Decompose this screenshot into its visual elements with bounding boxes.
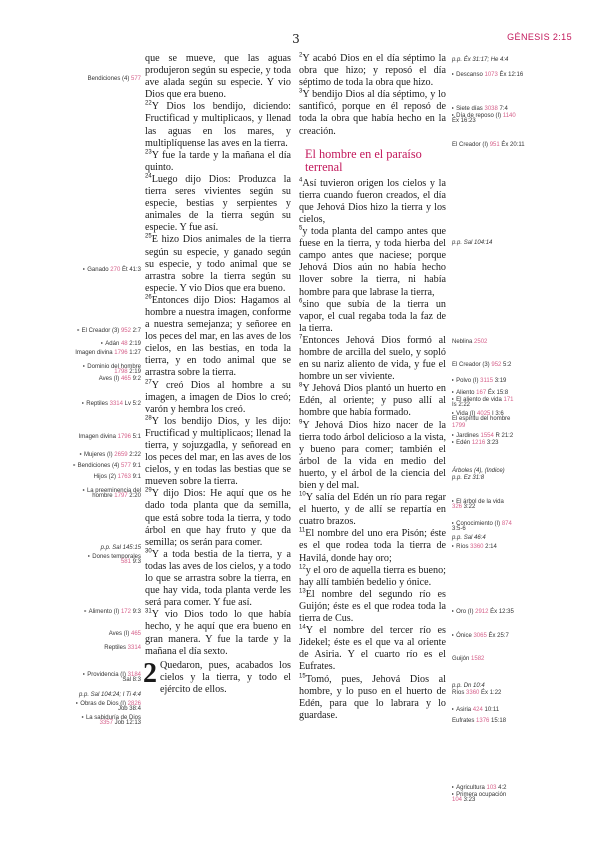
verse-text: E hizo Dios animales de la tierra según su especie, y ganado según su especie, y todo animal que se arrastra sobre la tierra según su especie. Y vio Dios que era bueno. (145, 234, 291, 294)
note-text: 1216 (471, 440, 486, 446)
note-text: 9:2 (130, 376, 141, 382)
note-text: 581 (120, 559, 131, 565)
verse-text: y toda planta del campo antes que fuese en la tierra, y toda hierba del campo antes que naciese; porque Jehová Dios aún no había hecho llover sobre la tierra, ni había hombre para que labrase la tierra, (299, 226, 446, 298)
cross-reference-note (77, 326, 141, 335)
note-text: 3:19 (493, 378, 507, 384)
note-text: El Creador (I) (452, 142, 490, 148)
note-text: Ët 41:3 (120, 267, 141, 273)
verse-number: 6 (299, 298, 303, 305)
note-text: Hijos (2) (93, 474, 118, 480)
triangle-marker-icon: ▸ (452, 439, 456, 444)
cross-reference-note (452, 438, 499, 447)
cross-reference-note (88, 76, 141, 83)
note-text: Is 2:22 (452, 402, 471, 408)
cross-reference-note (101, 339, 141, 348)
verse-text: Y a toda bestia de la tierra, y a todas las aves de los cielos, y a todo lo que se arrastra sobre la tierra, en que hay vida, toda planta verde les será para comer. Y fue así. (145, 548, 291, 609)
verse (145, 150, 291, 174)
note-text: Aves (I) (98, 376, 121, 382)
triangle-marker-icon: ▸ (452, 105, 456, 110)
verse-number: 23 (145, 149, 152, 156)
cross-reference-note (452, 542, 497, 551)
verse-list (145, 53, 291, 658)
verse (299, 226, 446, 299)
note-text: Sal 8:3 (122, 677, 141, 683)
note-text: 424 (472, 707, 483, 713)
verse-number: 11 (299, 528, 306, 534)
triangle-marker-icon: ▸ (83, 363, 87, 368)
triangle-marker-icon: ▸ (76, 700, 80, 705)
note-text: Ríos (452, 690, 467, 696)
verse-number: 30 (145, 548, 152, 555)
note-text: Reptiles (104, 645, 128, 651)
note-text: Reptiles (86, 401, 110, 407)
verse (299, 674, 446, 722)
triangle-marker-icon: ▸ (452, 706, 456, 711)
note-text: 2:20 (127, 493, 141, 499)
note-text: Alimento (I) (88, 609, 121, 615)
chapter-opening-text: Quedaron, pues, acabados los cielos y la tierra, y todo el ejército de ellos. (160, 659, 291, 695)
verse-text: Y fue la tarde y la mañana el día quinto. (145, 149, 291, 173)
cross-reference-note (452, 142, 525, 149)
verse-text: sino que subía de la tierra un vapor, el cual regaba toda la faz de la tierra. (299, 298, 446, 334)
note-text: p.p. (452, 475, 464, 481)
cross-reference-note (99, 376, 141, 383)
note-text: 951 (489, 142, 500, 148)
note-text: 2:7 (130, 328, 141, 334)
note-text: Polvo (I) (456, 378, 481, 384)
note-text: 3357 (99, 720, 113, 726)
verse-number: 26 (145, 294, 152, 301)
note-text: 4025 (477, 411, 491, 417)
verse-number: 29 (145, 488, 152, 494)
cross-reference-note (82, 399, 141, 408)
triangle-marker-icon: ▸ (79, 451, 83, 456)
cross-reference-note (104, 645, 141, 652)
cross-reference-note (452, 475, 484, 482)
note-text: 171 (503, 397, 514, 403)
note-text: Providencia (I) (87, 672, 128, 678)
text-column-right (299, 53, 446, 722)
note-text: 9:3 (130, 609, 141, 615)
note-text: El Creador (3) (452, 362, 492, 368)
verse-text: Y acabó Dios en el día séptimo la obra que hizo; y reposó el día séptimo de toda la obra que hizo. (299, 53, 446, 89)
verse-number: 4 (299, 177, 303, 184)
note-text: p.p. (452, 57, 464, 63)
chapter-opening (143, 657, 291, 696)
verse-text: Así tuvieron origen los cielos y la tierra cuando fueron creados, el día que Jehová Dios hizo la tierra y los cielos, (299, 177, 446, 225)
verse-text: Y el nombre del tercer río es Jidekel; éste es el que va al oriente de Asiria. Y el cuarto río es el Eufrates. (299, 625, 446, 673)
note-text: 2:14 (483, 544, 497, 550)
cross-reference-note (452, 705, 499, 714)
note-text: 2826 (127, 701, 141, 707)
note-text: Bendiciones (4) (77, 463, 121, 469)
cross-reference-note (452, 607, 514, 616)
note-text: Job 38:4 (117, 706, 141, 712)
cross-reference-note (452, 362, 511, 369)
note-text: Ónice (456, 633, 474, 639)
verse (299, 299, 446, 335)
note-text: 2502 (474, 339, 488, 345)
verse-text: Luego dijo Dios: Produzca la tierra seres vivientes según su especie, bestias y serpientes y animales de la tierra según su especie. Y fue así. (145, 173, 291, 234)
note-text: Job 12:13 (112, 720, 141, 726)
note-text: 952 (491, 362, 502, 368)
note-text: Ez 31:8 (463, 475, 485, 481)
verse (145, 234, 291, 294)
triangle-marker-icon: ▸ (452, 112, 456, 117)
triangle-marker-icon: ▸ (77, 327, 81, 332)
note-text: 577 (130, 76, 141, 82)
cross-reference-note (73, 461, 141, 470)
note-text: 1797 (114, 493, 128, 499)
verse-number: 25 (145, 234, 152, 241)
note-text: Aves (I) (108, 631, 131, 637)
note-text: 3065 (473, 633, 487, 639)
verse-text: Y salía del Edén un río para regar el huerto, y de allí se repartía en cuatro brazos. (299, 492, 446, 528)
page-number: 3 (292, 32, 300, 46)
note-text: Descanso (456, 72, 485, 78)
verse-number: 7 (299, 334, 303, 341)
triangle-marker-icon: ▸ (82, 400, 86, 405)
note-text: Dones temporales (92, 554, 141, 560)
note-text: Sal 46:4 (463, 535, 486, 541)
note-text: 3184 (127, 672, 141, 678)
note-text: Éx 1:22 (479, 690, 502, 696)
note-text: Dn 10:4 (463, 683, 485, 689)
note-text: 577 (120, 463, 131, 469)
note-text: 5:2 (501, 362, 512, 368)
note-text: p.p. (452, 683, 464, 689)
cross-reference-note (452, 423, 465, 430)
cross-reference-note (92, 493, 141, 500)
note-text: 1140 (502, 113, 516, 119)
verse-number: 10 (299, 491, 306, 498)
note-text: 465 (120, 376, 131, 382)
note-text: 4:2 (496, 785, 507, 791)
verse-number: 27 (145, 379, 152, 386)
cross-reference-note (452, 526, 466, 533)
cross-reference-note (452, 690, 501, 697)
cross-reference-note (85, 607, 142, 616)
verse (299, 178, 446, 226)
note-text: El árbol de la vida (456, 499, 504, 505)
triangle-marker-icon: ▸ (88, 553, 92, 558)
note-text: Conocimiento (I) (456, 521, 502, 527)
cross-reference-note (109, 631, 141, 638)
verse (145, 380, 291, 416)
note-text: 2:19 (127, 369, 141, 375)
note-text: 104 (452, 797, 463, 803)
verse (299, 589, 446, 625)
triangle-marker-icon: ▸ (452, 396, 456, 401)
triangle-marker-icon: ▸ (452, 410, 456, 415)
note-text: Guijón (452, 656, 472, 662)
note-text: Árboles (4), (Indice) (452, 468, 505, 474)
verse-text: Y dijo Dios: He aquí que os he dado toda planta que da semilla, que está sobre toda la tierra, y todo árbol en que hay fruto y que da semilla; os serán para comer. (145, 488, 291, 548)
note-text: 2:22 (127, 452, 141, 458)
note-text: 9:1 (130, 474, 141, 480)
verse-text: Y los bendijo Dios, y les dijo: Fructificad y multiplicaos; llenad la tierra, y sojuzgadla, y señoread en los peces del mar, en las aves de los cielos, y en todas las bestias que se mueven sobre la tierra. (145, 415, 291, 488)
note-text: Éx 20:11 (499, 142, 525, 148)
note-text: 1796 (114, 350, 128, 356)
verse (299, 335, 446, 383)
note-text: 7:4 (497, 106, 508, 112)
verse-text: Y bendijo Dios al día séptimo, y lo santificó, porque en él reposó de toda la obra que había hecho en la creación. (299, 89, 446, 137)
note-text: 3360 (470, 544, 484, 550)
verse-text: El nombre del segundo río es Guijón; éste es el que rodea toda la tierra de Cus. (299, 588, 446, 625)
cross-reference-note (452, 339, 487, 346)
verse-text: El nombre del uno era Pisón; éste es el que rodea toda la tierra de Havilá, donde hay oro; (299, 528, 446, 564)
note-text: 167 (476, 390, 487, 396)
note-text: Eufrates (452, 718, 477, 724)
note-text: 172 (120, 609, 131, 615)
note-text: 1763 (117, 474, 131, 480)
triangle-marker-icon: ▸ (452, 791, 456, 796)
cross-reference-note (452, 376, 506, 385)
triangle-marker-icon: ▸ (452, 608, 456, 613)
note-text: Jardines (456, 433, 481, 439)
note-text: Ganado (87, 267, 111, 273)
note-text: 3:23 (462, 797, 476, 803)
note-text: 3115 (480, 378, 494, 384)
note-text: 3038 (484, 106, 498, 112)
cross-reference-note (452, 70, 523, 79)
triangle-marker-icon: ▸ (83, 671, 87, 676)
triangle-marker-icon: ▸ (452, 498, 456, 503)
note-text: Primera ocupación (456, 792, 507, 798)
note-text: 465 (130, 631, 141, 637)
verse-text: Y creó Dios al hombre a su imagen, a imagen de Dios lo creó; varón y hembra los creó. (145, 379, 291, 415)
note-text: 10:11 (482, 707, 500, 713)
verse (299, 492, 446, 528)
cross-reference-note (452, 240, 492, 247)
note-text: Imagen divina (75, 350, 115, 356)
note-text: 3:23 (485, 440, 499, 446)
triangle-marker-icon: ▸ (81, 714, 85, 719)
note-text: Día de reposo (I) (456, 113, 503, 119)
note-text: 326 (452, 504, 463, 510)
verse (145, 295, 291, 380)
verse-text: Entonces Jehová Dios formó al hombre de arcilla del suelo, y sopló en su nariz aliento de vida, y fue el hombre un ser viviente. (299, 334, 446, 383)
triangle-marker-icon: ▸ (101, 340, 105, 345)
triangle-marker-icon: ▸ (73, 462, 77, 467)
note-text: 1798 (114, 369, 128, 375)
note-text: Asiria (456, 707, 473, 713)
triangle-marker-icon: ▸ (452, 389, 456, 394)
cross-reference-note (452, 118, 476, 125)
note-text: 1554 (480, 433, 494, 439)
note-text: Lv 5:2 (122, 401, 141, 407)
triangle-marker-icon: ▸ (452, 632, 456, 637)
triangle-marker-icon: ▸ (452, 784, 456, 789)
cross-reference-note (79, 434, 141, 441)
verse-number: 8 (299, 382, 303, 389)
note-text: Éx 25:7 (486, 633, 509, 639)
verse-number: 15 (299, 673, 306, 680)
verse (299, 528, 446, 564)
verse-text: Y Dios los bendijo, diciendo: Fructificad y multiplicaos, y llenad las aguas en los mares, y multiplíquense las aves en la tierra. (145, 101, 291, 149)
note-text: Agricultura (456, 785, 487, 791)
cross-reference-note (122, 677, 141, 684)
note-text: 2912 (475, 609, 489, 615)
note-text: Mujeres (I) (83, 452, 115, 458)
note-text: 3:5-6 (452, 526, 466, 532)
note-text: Vida (I) (456, 411, 478, 417)
note-text: El Creador (3) (81, 328, 121, 334)
verse (299, 565, 446, 589)
note-text: 2659 (114, 452, 128, 458)
note-text: 270 (110, 267, 121, 273)
verse (145, 609, 291, 657)
note-text: 952 (120, 328, 131, 334)
note-text: Éx 31:17; He 4:4 (463, 57, 509, 63)
verse-number: 5 (299, 225, 303, 232)
note-text: Éx 12:16 (497, 72, 524, 78)
cross-reference-note (452, 57, 508, 64)
note-text: hombre (92, 493, 115, 499)
verse-text: y el oro de aquella tierra es bueno; hay allí también bedelio y ónice. (299, 564, 446, 588)
triangle-marker-icon: ▸ (452, 543, 456, 548)
triangle-marker-icon: ▸ (452, 520, 456, 525)
verse (299, 53, 446, 89)
triangle-marker-icon: ▸ (452, 432, 456, 437)
note-text: I 3:6 (490, 411, 504, 417)
note-text: Éx 12:35 (488, 609, 514, 615)
note-text: 1376 (476, 718, 490, 724)
note-text: Ríos (456, 544, 471, 550)
cross-reference-note (94, 474, 141, 481)
note-text: 103 (486, 785, 497, 791)
note-text: 9:3 (130, 559, 141, 565)
verse-list (299, 178, 446, 722)
note-text: 1796 (117, 434, 131, 440)
triangle-marker-icon: ▸ (452, 377, 456, 382)
note-text: Obras de Dios (I) (80, 701, 128, 707)
note-text: 3314 (109, 401, 123, 407)
verse-number: 31 (145, 608, 152, 615)
running-header-reference: GÉNESIS 2:15 (507, 32, 572, 42)
note-text: Éx 15:8 (486, 390, 509, 396)
note-text: La preeminencia del (86, 488, 141, 494)
triangle-marker-icon: ▸ (452, 71, 456, 76)
note-text: Oro (I) (456, 609, 476, 615)
note-text: R 21:2 (493, 433, 514, 439)
note-text: 874 (501, 521, 512, 527)
chapter-number: 2 (143, 657, 157, 689)
verse-number: 3 (299, 88, 303, 95)
verse-text: Y vio Dios todo lo que había hecho, y he aquí que era bueno en gran manera. Y fue la tarde y la mañana el día sexto. (145, 609, 291, 657)
verse-text: Entonces dijo Dios: Hagamos al hombre a nuestra imagen, conforme a nuestra semejanza; y señoree en los peces del mar, en las aves de los cielos, en las bestias, en toda la tierra, y en todo animal que se arrastra sobre la tierra. (145, 294, 291, 379)
verse (145, 416, 291, 489)
cross-reference-note (75, 350, 141, 357)
note-text: 9:1 (130, 463, 141, 469)
verse (145, 101, 291, 149)
note-text: 3:22 (462, 504, 476, 510)
verse (299, 89, 446, 137)
verse (299, 420, 446, 493)
triangle-marker-icon: ▸ (82, 487, 86, 492)
verse-number: 24 (145, 173, 152, 180)
note-text: 1:27 (127, 350, 141, 356)
note-text: Sal 104:14 (463, 240, 493, 246)
note-text: Aliento (456, 390, 477, 396)
note-text: p.p. (452, 535, 464, 541)
verse-number: 13 (299, 588, 306, 595)
verse (145, 53, 291, 101)
cross-reference-note (100, 720, 141, 727)
verse-number: 22 (145, 101, 152, 107)
note-text: 48 (120, 341, 128, 347)
triangle-marker-icon: ▸ (83, 266, 87, 271)
verse-number: 28 (145, 415, 152, 422)
verse (145, 488, 291, 548)
verse-text: que se mueve, que las aguas produjeron según su especie, y toda ave alada según su especie. Y vio Dios que era bueno. (145, 53, 291, 101)
cross-reference-note (452, 656, 484, 663)
verse-number: 2 (299, 52, 303, 59)
note-text: Imagen divina (78, 434, 118, 440)
section-heading: El hombre en el paraíso terrenal (305, 146, 422, 174)
cross-reference-note (452, 797, 475, 804)
note-text: 3314 (127, 645, 141, 651)
cross-reference-note (452, 504, 475, 511)
note-text: El aliento de vida (456, 397, 504, 403)
note-text: El espíritu del hombre (452, 416, 511, 422)
verse-number: 14 (299, 624, 306, 631)
cross-reference-note (452, 631, 509, 640)
verse-text: Y Jehová Dios plantó un huerto en Edén, al oriente; y puso allí al hombre que había formado. (299, 383, 446, 419)
note-text: Éx 16:23 (452, 118, 476, 124)
note-text: 1073 (484, 72, 498, 78)
note-text: 1582 (471, 656, 485, 662)
note-text: 2:19 (127, 341, 141, 347)
cross-reference-note (83, 265, 141, 274)
note-text: Bendiciones (4) (87, 76, 131, 82)
note-text: p.p. Sal 104:24; I Ti 4:4 (79, 692, 141, 698)
note-text: Edén (456, 440, 472, 446)
verse-number: 9 (299, 419, 303, 426)
note-text: 5:1 (130, 434, 141, 440)
note-text: Adán (105, 341, 121, 347)
note-text: 1799 (452, 423, 466, 429)
verse-number: 12 (299, 564, 306, 571)
triangle-marker-icon: ▸ (84, 608, 88, 613)
note-text: La sabiduría de Dios (85, 715, 141, 721)
note-text: p.p. (100, 545, 113, 551)
verse (299, 625, 446, 673)
cross-reference-note (80, 450, 141, 459)
note-text: Sal 145:15 (112, 545, 141, 551)
verse-text: Tomó, pues, Jehová Dios al hombre, y lo puso en el huerto de Edén, para que lo labrara y lo guardase. (299, 673, 446, 721)
note-text: p.p. (452, 240, 464, 246)
verse-text: Y Jehová Dios hizo nacer de la tierra todo árbol delicioso a la vista, y bueno para comer; también el árbol de la vida en medio del huerto, y el árbol de la ciencia del bien y del mal. (299, 419, 446, 491)
verse (145, 549, 291, 609)
verse-list-top (299, 53, 446, 138)
cross-reference-note (452, 718, 506, 725)
verse (299, 383, 446, 419)
note-text: Neblina (452, 339, 475, 345)
note-text: 3360 (466, 690, 480, 696)
note-text: 15:18 (489, 718, 507, 724)
note-text: Siete días (456, 106, 485, 112)
verse (145, 174, 291, 234)
text-column-left (145, 53, 291, 696)
cross-reference-note (121, 559, 141, 566)
note-text: Dominio del hombre (87, 364, 141, 370)
